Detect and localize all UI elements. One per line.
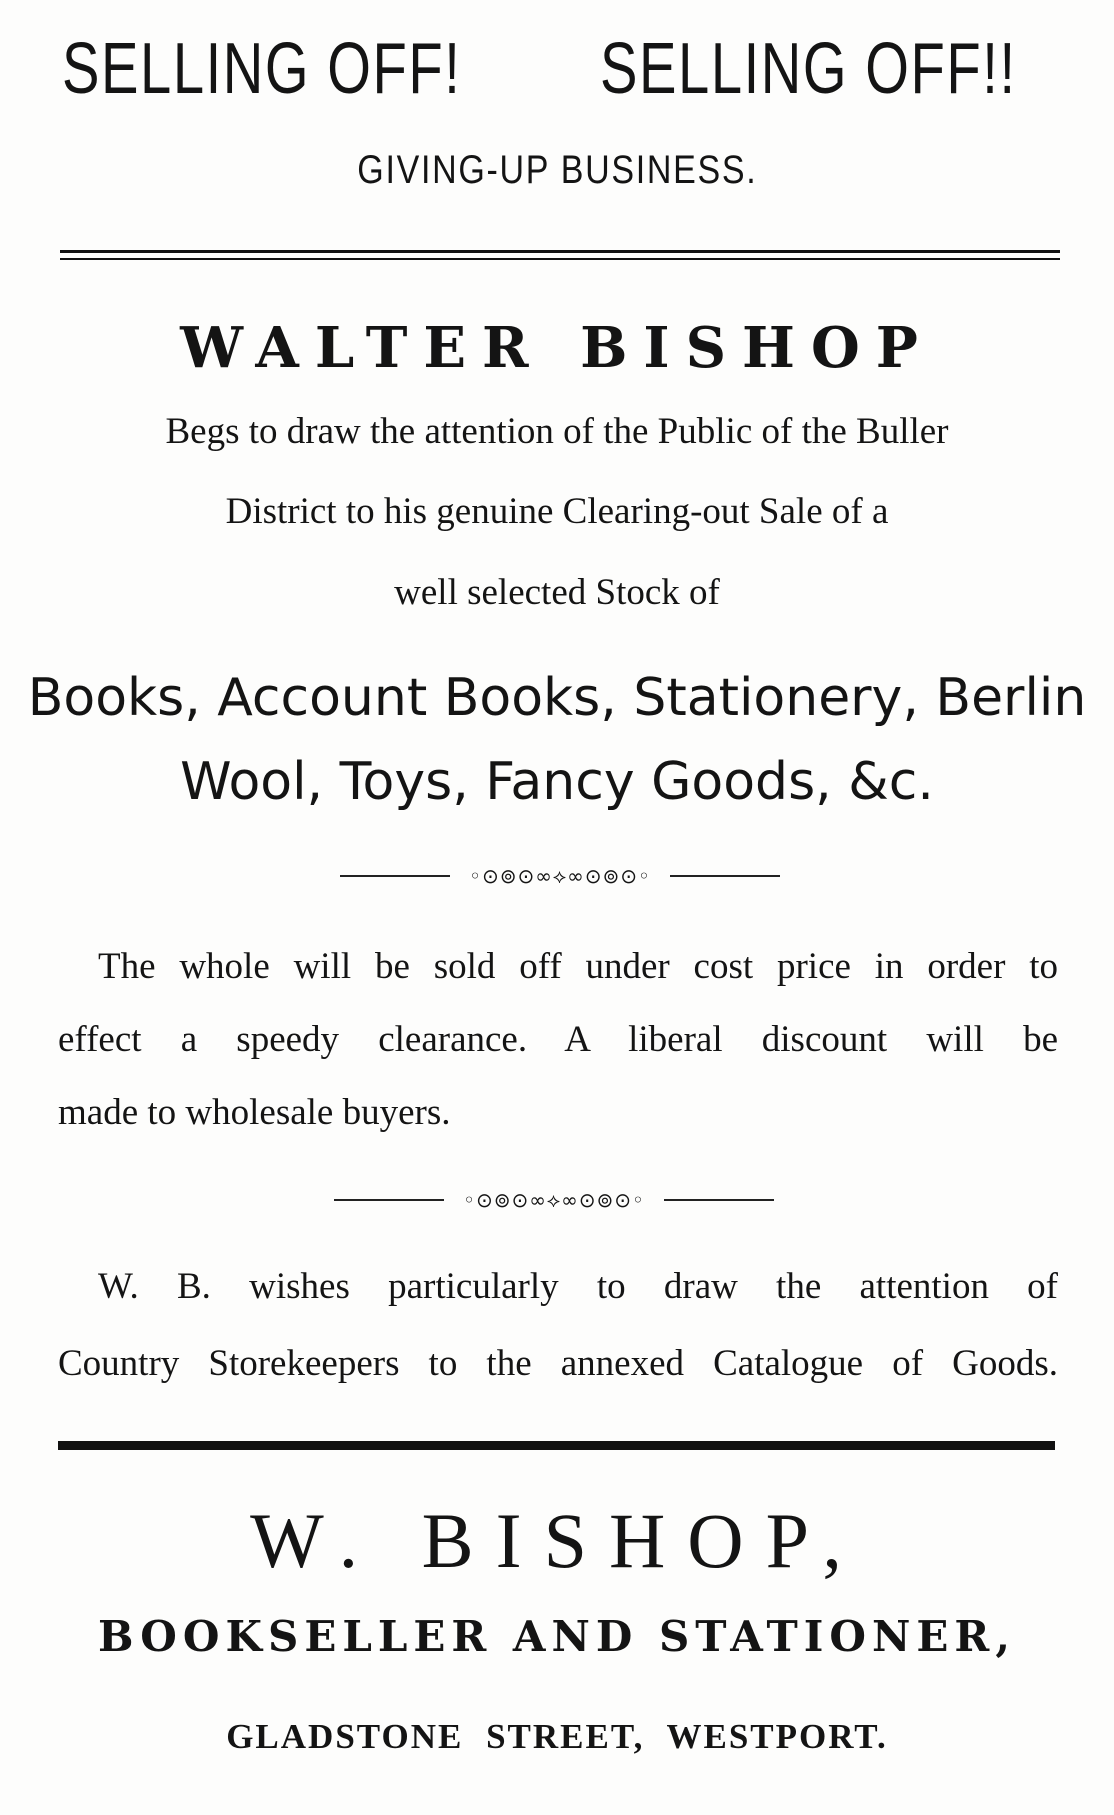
ornamental-divider-2 [334, 1188, 774, 1212]
proprietor-name: WALTER BISHOP [180, 315, 934, 381]
divider-line-right [670, 875, 780, 877]
intro-line-3: well selected Stock of [394, 572, 720, 613]
subheading-text: GIVING-UP BUSINESS. [356, 148, 758, 192]
goods-line-1: Books, Account Books, Stationery, Berlin [27, 668, 1087, 728]
paragraph-1-line-1: The whole will be sold off under cost price in order to [98, 946, 1058, 987]
address-line: GLADSTONE STREET, WESTPORT. [226, 1717, 888, 1756]
headline-right: SELLING OFF!! [600, 29, 1017, 109]
paragraph-2-line-2: Country Storekeepers to the annexed Catalogue of Goods. [58, 1343, 1058, 1384]
divider-line-left [340, 875, 450, 877]
double-rule-top [60, 250, 1060, 253]
paragraph-2-line-1: W. B. wishes particularly to draw the attention of [98, 1266, 1058, 1307]
shop-name: W. BISHOP, [250, 1497, 864, 1584]
paragraph-1-line-3: made to wholesale buyers. [58, 1092, 451, 1133]
divider-ornament: ◦⊙⊚⊙∞⟡∞⊙⊚⊙◦ [469, 864, 651, 888]
thick-rule [58, 1441, 1055, 1450]
subheading [0, 148, 1114, 193]
paragraph-1-line-2: effect a speedy clearance. A liberal discount will be [58, 1019, 1058, 1060]
divider-line-right [664, 1199, 774, 1201]
goods-line-2: Wool, Toys, Fancy Goods, &c. [180, 752, 934, 812]
intro-line-1: Begs to draw the attention of the Public of the Buller [165, 411, 949, 452]
double-rule-bottom [60, 258, 1060, 260]
divider-ornament: ◦⊙⊚⊙∞⟡∞⊙⊚⊙◦ [463, 1188, 645, 1212]
intro-line-2: District to his genuine Clearing-out Sale of a [225, 491, 889, 532]
ornamental-divider-1 [340, 864, 780, 888]
divider-line-left [334, 1199, 444, 1201]
trade-line: BOOKSELLER AND STATIONER, [98, 1612, 1016, 1661]
headline-left: SELLING OFF! [62, 29, 462, 109]
headline [0, 28, 1114, 128]
